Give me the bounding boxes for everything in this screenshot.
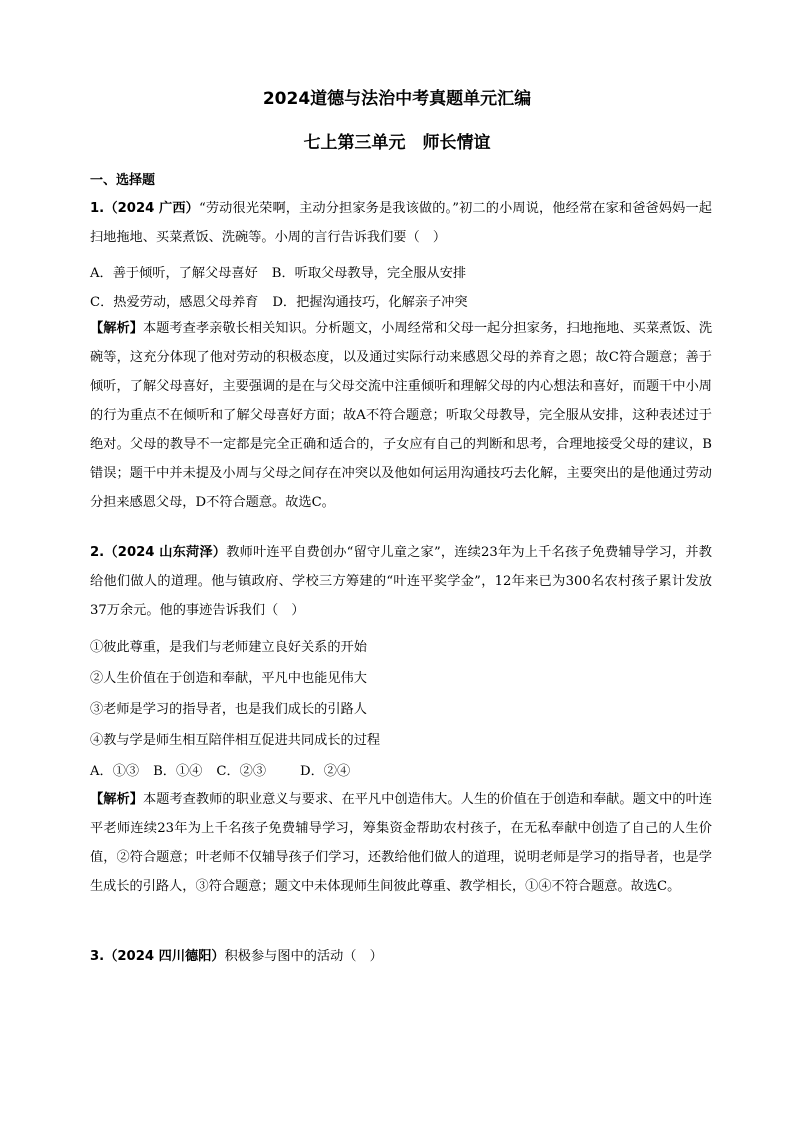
question-2-source: （2024 山东菏泽）	[104, 545, 227, 560]
section-heading: 一、选择题	[90, 173, 156, 188]
question-2-options	[90, 760, 350, 779]
question-1-text: “劳动很光荣啊，主动分担家务是我该做的。”初二的小周说，他经常在家和爸爸妈妈一起扫地拖地、买菜煮饭、洗碗等。小周的言行告诉我们要（ ）	[90, 201, 712, 245]
question-1-analysis-tag: 【解析】	[90, 321, 143, 336]
question-1-number: 1.	[90, 201, 105, 216]
question-2-analysis-tag: 【解析】	[90, 792, 143, 807]
question-2-option-b: B．①④	[153, 764, 203, 779]
question-1-analysis	[90, 314, 712, 517]
question-2-statement-2: ②人生价值在于创造和奉献，平凡中也能见伟大	[90, 671, 367, 686]
question-2-statement-1: ①彼此尊重，是我们与老师建立良好关系的开始	[90, 640, 367, 655]
question-2-statement-4: ④教与学是师生相互陪伴相互促进共同成长的过程	[90, 733, 381, 748]
question-3-number: 3.	[90, 949, 105, 964]
question-2-analysis	[90, 785, 712, 901]
question-3-source: （2024 四川德阳）	[104, 949, 225, 964]
question-1-options-row2	[90, 291, 468, 310]
question-3-text: 积极参与图中的活动（ ）	[224, 949, 383, 964]
question-1-options-row1	[90, 262, 466, 281]
question-2-option-a: A．①③	[90, 764, 140, 779]
question-1-option-c: C．热爱劳动，感恩父母养育	[90, 295, 259, 310]
question-1-option-b: B．听取父母教导，完全服从安排	[271, 266, 467, 281]
question-1-analysis-text: 本题考查孝亲敬长相关知识。分析题文，小周经常和父母一起分担家务，扫地拖地、买菜煮饭、洗碗等，这充分体现了他对劳动的积极态度，以及通过实际行动来感恩父母的养育之恩；故C符合题意；善于倾听，了解父母喜好，主要强调的是在与父母交流中注重倾听和理解父母的内心想法和喜好，而题干中小周的行为重点不在倾听和了解父母喜好方面；故A不符合题意；听取父母教导，完全服从安排，这种表述过于绝对。父母的教导不一定都是完全正确和适合的，子女应有自己的判断和思考，合理地接受父母的建议，B错误；题干中并未提及小周与父母之间存在冲突以及他如何运用沟通技巧去化解，主要突出的是他通过劳动分担来感恩父母，D不符合题意。故选C。	[90, 321, 713, 510]
document-title: 2024道德与法治中考真题单元汇编	[262, 89, 532, 109]
question-2-option-d: D．②④	[300, 764, 351, 779]
question-2-option-c: C．②③	[216, 764, 267, 779]
question-1-option-a: A．善于倾听，了解父母喜好	[90, 266, 258, 281]
question-2-number: 2.	[90, 545, 105, 560]
question-3-stem	[90, 942, 712, 971]
question-2-statement-3: ③老师是学习的指导者，也是我们成长的引路人	[90, 702, 367, 717]
document-subtitle: 七上第三单元 师长情谊	[303, 133, 491, 153]
question-1-stem	[90, 194, 712, 252]
question-1-option-d: D．把握沟通技巧，化解亲子冲突	[272, 295, 468, 310]
question-2-analysis-text: 本题考查教师的职业意义与要求、在平凡中创造伟大。人生的价值在于创造和奉献。题文中的叶连平老师连续23年为上千名孩子免费辅导学习，筹集资金帮助农村孩子，在无私奉献中创造了自己的人生价值，②符合题意；叶老师不仅辅导孩子们学习，还教给他们做人的道理，说明老师是学习的指导者，也是学生成长的引路人，③符合题意；题文中未体现师生间彼此尊重、教学相长，①④不符合题意。故选C。	[90, 792, 713, 894]
question-1-source: （2024 广西）	[104, 201, 199, 216]
question-2-text: 教师叶连平自费创办“留守儿童之家”，连续23年为上千名孩子免费辅导学习，并教给他们做人的道理。他与镇政府、学校三方筹建的“叶连平奖学金”，12年来已为300名农村孩子累计发放37万余元。他的事迹告诉我们（ ）	[90, 545, 712, 618]
question-2-stem	[90, 538, 712, 625]
